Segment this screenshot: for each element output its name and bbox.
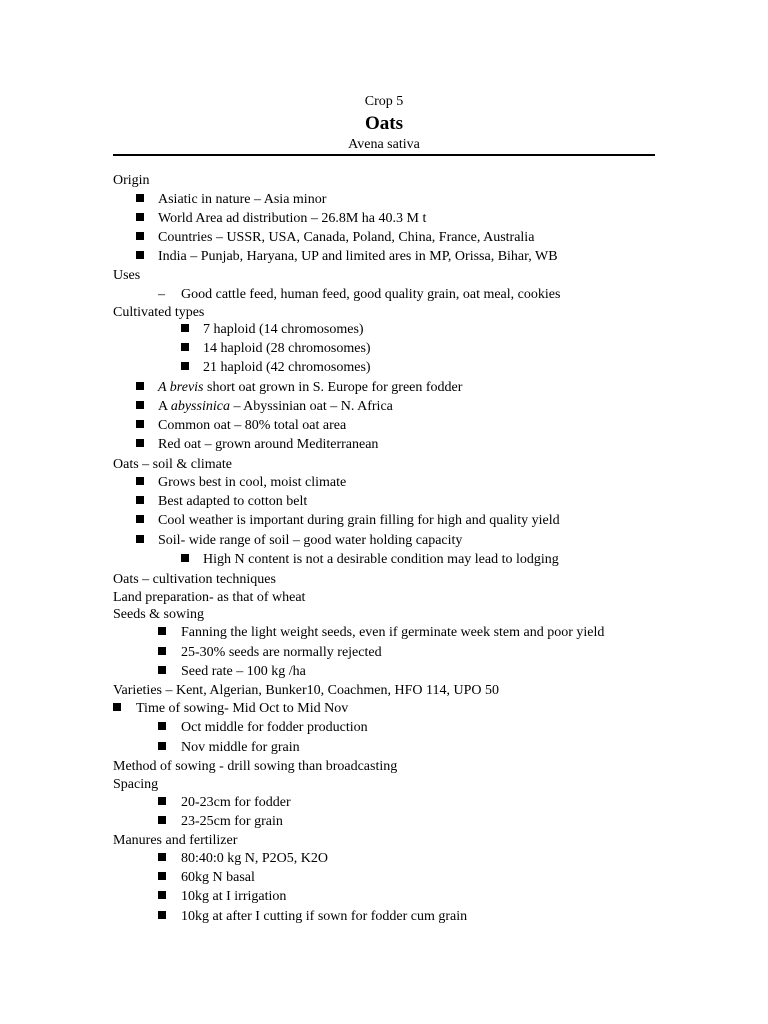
- time-of-sowing-text: Time of sowing- Mid Oct to Mid Nov: [136, 701, 349, 716]
- list-item: 14 haploid (28 chromosomes): [203, 341, 371, 356]
- list-item: 10kg at after I cutting if sown for fodder cum grain: [181, 909, 468, 924]
- crop-label: Crop 5: [364, 94, 404, 109]
- square-bullet-icon: [136, 496, 144, 504]
- section-heading-soil-climate: Oats – soil & climate: [113, 457, 232, 472]
- list-item: Oct middle for fodder production: [181, 720, 368, 735]
- land-preparation-text: Land preparation- as that of wheat: [113, 590, 306, 605]
- list-item: World Area ad distribution – 26.8M ha 40.3 M t: [158, 211, 427, 226]
- square-bullet-icon: [136, 477, 144, 485]
- list-item: 7 haploid (14 chromosomes): [203, 322, 364, 337]
- species-description: short oat grown in S. Europe for green fodder: [203, 380, 463, 395]
- list-item-abyssinica: [158, 397, 393, 416]
- list-item: Best adapted to cotton belt: [158, 494, 308, 509]
- list-item: Nov middle for grain: [181, 740, 300, 755]
- species-name: abyssinica: [170, 399, 230, 414]
- square-bullet-icon: [136, 420, 144, 428]
- list-item: Fanning the light weight seeds, even if germinate week stem and poor yield: [181, 625, 605, 640]
- square-bullet-icon: [158, 797, 166, 805]
- method-of-sowing-text: Method of sowing - drill sowing than broadcasting: [113, 759, 398, 774]
- list-item: Cool weather is important during grain filling for high and quality yield: [158, 513, 560, 528]
- square-bullet-icon: [136, 401, 144, 409]
- list-item: 10kg at I irrigation: [181, 889, 287, 904]
- square-bullet-icon: [136, 535, 144, 543]
- square-bullet-icon: [158, 853, 166, 861]
- square-bullet-icon: [158, 627, 166, 635]
- varieties-text: Varieties – Kent, Algerian, Bunker10, Coachmen, HFO 114, UPO 50: [113, 683, 499, 698]
- species-name: A brevis: [158, 380, 204, 395]
- square-bullet-icon: [158, 722, 166, 730]
- list-item: India – Punjab, Haryana, UP and limited ares in MP, Orissa, Bihar, WB: [158, 249, 558, 264]
- square-bullet-icon: [158, 742, 166, 750]
- square-bullet-icon: [136, 194, 144, 202]
- list-item: 21 haploid (42 chromosomes): [203, 360, 371, 375]
- square-bullet-icon: [136, 251, 144, 259]
- section-heading-seeds: Seeds & sowing: [113, 607, 204, 622]
- square-bullet-icon: [136, 232, 144, 240]
- species-prefix: A: [158, 399, 171, 414]
- scientific-name: Avena sativa: [348, 137, 420, 152]
- square-bullet-icon: [136, 213, 144, 221]
- list-item: Good cattle feed, human feed, good quality grain, oat meal, cookies: [181, 287, 561, 302]
- section-heading-manures: Manures and fertilizer: [113, 833, 238, 848]
- square-bullet-icon: [136, 515, 144, 523]
- section-heading-uses: Uses: [113, 268, 141, 283]
- list-item: 60kg N basal: [181, 870, 255, 885]
- list-item: Red oat – grown around Mediterranean: [158, 437, 379, 452]
- list-item: Grows best in cool, moist climate: [158, 475, 347, 490]
- list-item: Soil- wide range of soil – good water holding capacity: [158, 533, 463, 548]
- section-heading-cultivated-types: Cultivated types: [113, 305, 205, 320]
- list-item: Seed rate – 100 kg /ha: [181, 664, 306, 679]
- page-title: Oats: [365, 113, 403, 134]
- list-item: 80:40:0 kg N, P2O5, K2O: [181, 851, 329, 866]
- species-description: – Abyssinian oat – N. Africa: [229, 399, 393, 414]
- square-bullet-icon: [181, 343, 189, 351]
- list-item: 20-23cm for fodder: [181, 795, 291, 810]
- title-divider: [113, 154, 655, 156]
- square-bullet-icon: [113, 703, 121, 711]
- square-bullet-icon: [158, 891, 166, 899]
- square-bullet-icon: [158, 666, 166, 674]
- list-item: High N content is not a desirable condition may lead to lodging: [203, 552, 559, 567]
- list-item: Common oat – 80% total oat area: [158, 418, 347, 433]
- square-bullet-icon: [158, 816, 166, 824]
- list-item-brevis: [158, 378, 462, 397]
- section-heading-cultivation: Oats – cultivation techniques: [113, 572, 276, 587]
- dash-bullet: –: [158, 287, 165, 302]
- square-bullet-icon: [181, 362, 189, 370]
- section-heading-origin: Origin: [113, 173, 150, 188]
- square-bullet-icon: [158, 872, 166, 880]
- list-item: Asiatic in nature – Asia minor: [158, 192, 327, 207]
- square-bullet-icon: [136, 382, 144, 390]
- square-bullet-icon: [158, 647, 166, 655]
- square-bullet-icon: [181, 554, 189, 562]
- list-item: 25-30% seeds are normally rejected: [181, 645, 382, 660]
- square-bullet-icon: [181, 324, 189, 332]
- list-item: Countries – USSR, USA, Canada, Poland, China, France, Australia: [158, 230, 535, 245]
- list-item: 23-25cm for grain: [181, 814, 283, 829]
- section-heading-spacing: Spacing: [113, 777, 159, 792]
- square-bullet-icon: [136, 439, 144, 447]
- square-bullet-icon: [158, 911, 166, 919]
